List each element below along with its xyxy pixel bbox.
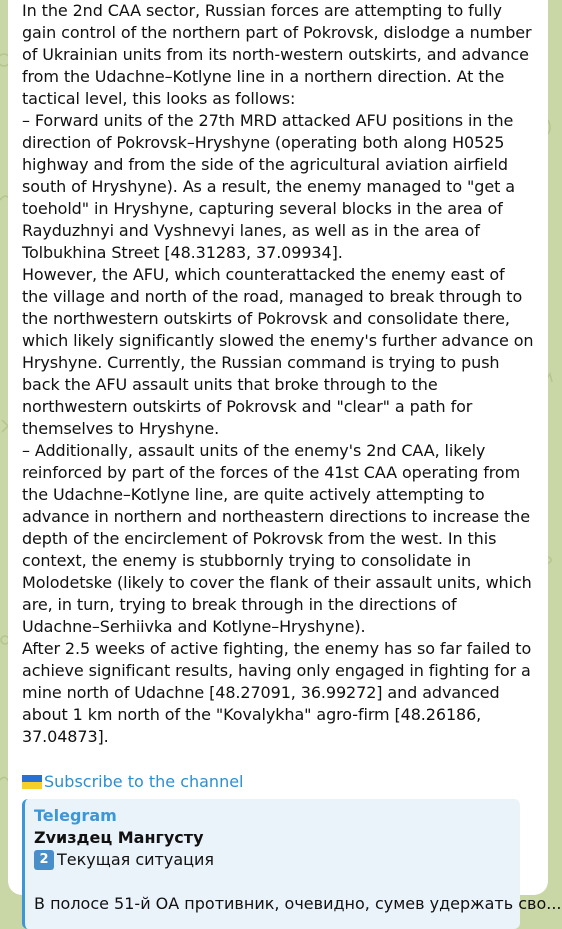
subscribe-channel-link[interactable]: Subscribe to the channel xyxy=(44,772,244,791)
link-preview-card[interactable] xyxy=(22,799,562,929)
preview-subtitle xyxy=(34,849,512,871)
preview-description: В полосе 51-й ОА противник, очевидно, сумев удержать сво... xyxy=(34,894,562,913)
number-two-keycap-icon: 2 xyxy=(34,850,54,870)
preview-subtitle-text: Текущая ситуация xyxy=(57,850,215,869)
message-bubble xyxy=(8,0,562,913)
ukraine-flag-icon xyxy=(22,775,42,789)
subscribe-line xyxy=(22,771,534,793)
preview-title: Zvиздец Мангусту xyxy=(34,828,204,847)
message-text: In the 2nd CAA sector, Russian forces are attempting to fully gain control of the northern part of Pokrovsk, dislodge a number of Ukrainian units from its north-western outskirts, and advance from the Udachne–Kotlyne line in a northern direction. At the tactical level, this looks as follows: – Forward units of the 27th MRD attacked AFU positions in the direction of Pokrovsk–Hryshyne (operating both along H0525 highway and from the side of the agricultural aviation airfield south of Hryshyne). As a result, the enemy managed to "get a toehold" in Hryshyne, capturing several blocks in the area of Rayduzhnyi and Vyshnevyi lanes, as well as in the area of Tolbukhina Street [48.31283, 37.09934]. However, the AFU, which counterattacked the enemy east of the village and north of the road, managed to break through to the northwestern outskirts of Pokrovsk and consolidate there, which likely significantly slowed the enemy's further advance on Hryshyne. Currently, the Russian command is trying to push back the AFU assault units that broke through to the northwestern outskirts of Pokrovsk and "clear" a path for themselves to Hryshyne. – Additionally, assault units of the enemy's 2nd CAA, likely reinforced by part of the forces of the 41st CAA operating from the Udachne–Kotlyne line, are quite actively attempting to advance in northern and northeastern directions to increase the depth of the encirclement of Pokrovsk from the west. In this context, the enemy is stubbornly trying to consolidate in Molodetske (likely to cover the flank of their assault units, which are, in turn, trying to break through in the directions of Udachne–Serhiivka and Kotlyne–Hryshyne). After 2.5 weeks of active fighting, the enemy has so far failed to achieve significant results, having only engaged in fighting for a mine north of Udachne [48.27091, 36.99272] and advanced about 1 km north of the "Kovalykha" agro-firm [48.26186, 37.04873]. xyxy=(22,1,534,746)
preview-site-name: Telegram xyxy=(34,806,117,825)
